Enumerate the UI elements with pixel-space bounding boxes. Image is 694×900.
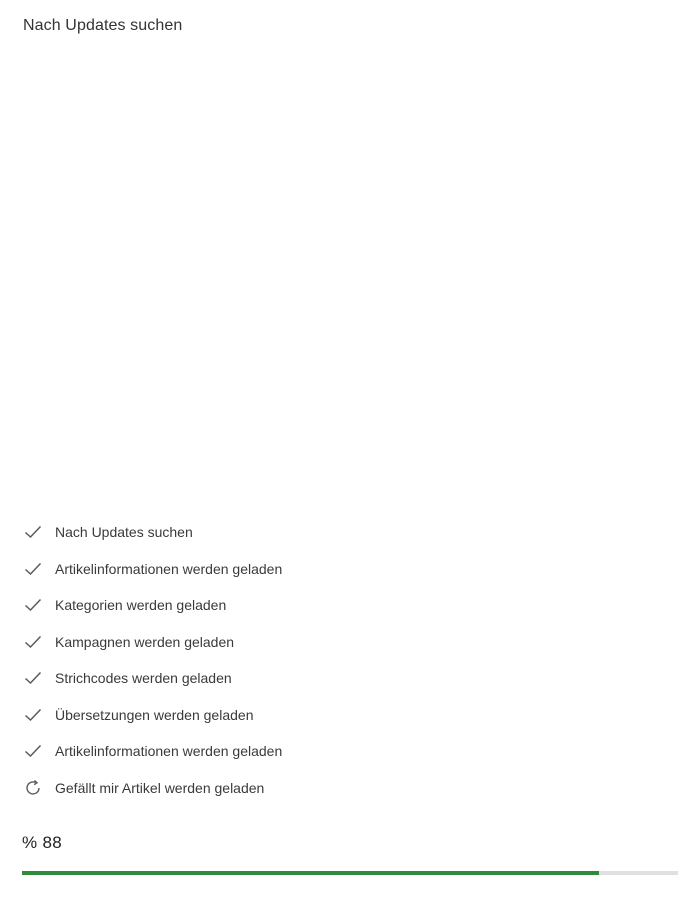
- progress-bar-fill: [22, 871, 599, 875]
- progress-bar: [22, 871, 678, 875]
- step-label: Artikelinformationen werden geladen: [55, 560, 283, 577]
- step-label: Artikelinformationen werden geladen: [55, 743, 283, 760]
- step-label: Nach Updates suchen: [55, 524, 193, 541]
- step-item: [22, 551, 282, 588]
- step-item: [22, 514, 282, 551]
- step-item: [22, 770, 282, 807]
- check-icon: [22, 667, 44, 689]
- progress-percentage: % 88: [22, 833, 62, 852]
- step-label: Übersetzungen werden geladen: [55, 706, 254, 723]
- check-icon: [22, 594, 44, 616]
- check-icon: [22, 558, 44, 580]
- step-label: Kategorien werden geladen: [55, 597, 227, 614]
- step-label: Kampagnen werden geladen: [55, 633, 235, 650]
- check-icon: [22, 704, 44, 726]
- check-icon: [22, 521, 44, 543]
- refresh-icon: [22, 777, 44, 799]
- step-item: [22, 660, 282, 697]
- check-icon: [22, 740, 44, 762]
- check-icon: [22, 631, 44, 653]
- step-label: Gefällt mir Artikel werden geladen: [55, 779, 265, 796]
- step-item: [22, 587, 282, 624]
- step-item: [22, 697, 282, 734]
- page-title: Nach Updates suchen: [23, 17, 183, 34]
- step-item: [22, 733, 282, 770]
- step-list: [22, 514, 282, 806]
- step-label: Strichcodes werden geladen: [55, 670, 232, 687]
- step-item: [22, 624, 282, 661]
